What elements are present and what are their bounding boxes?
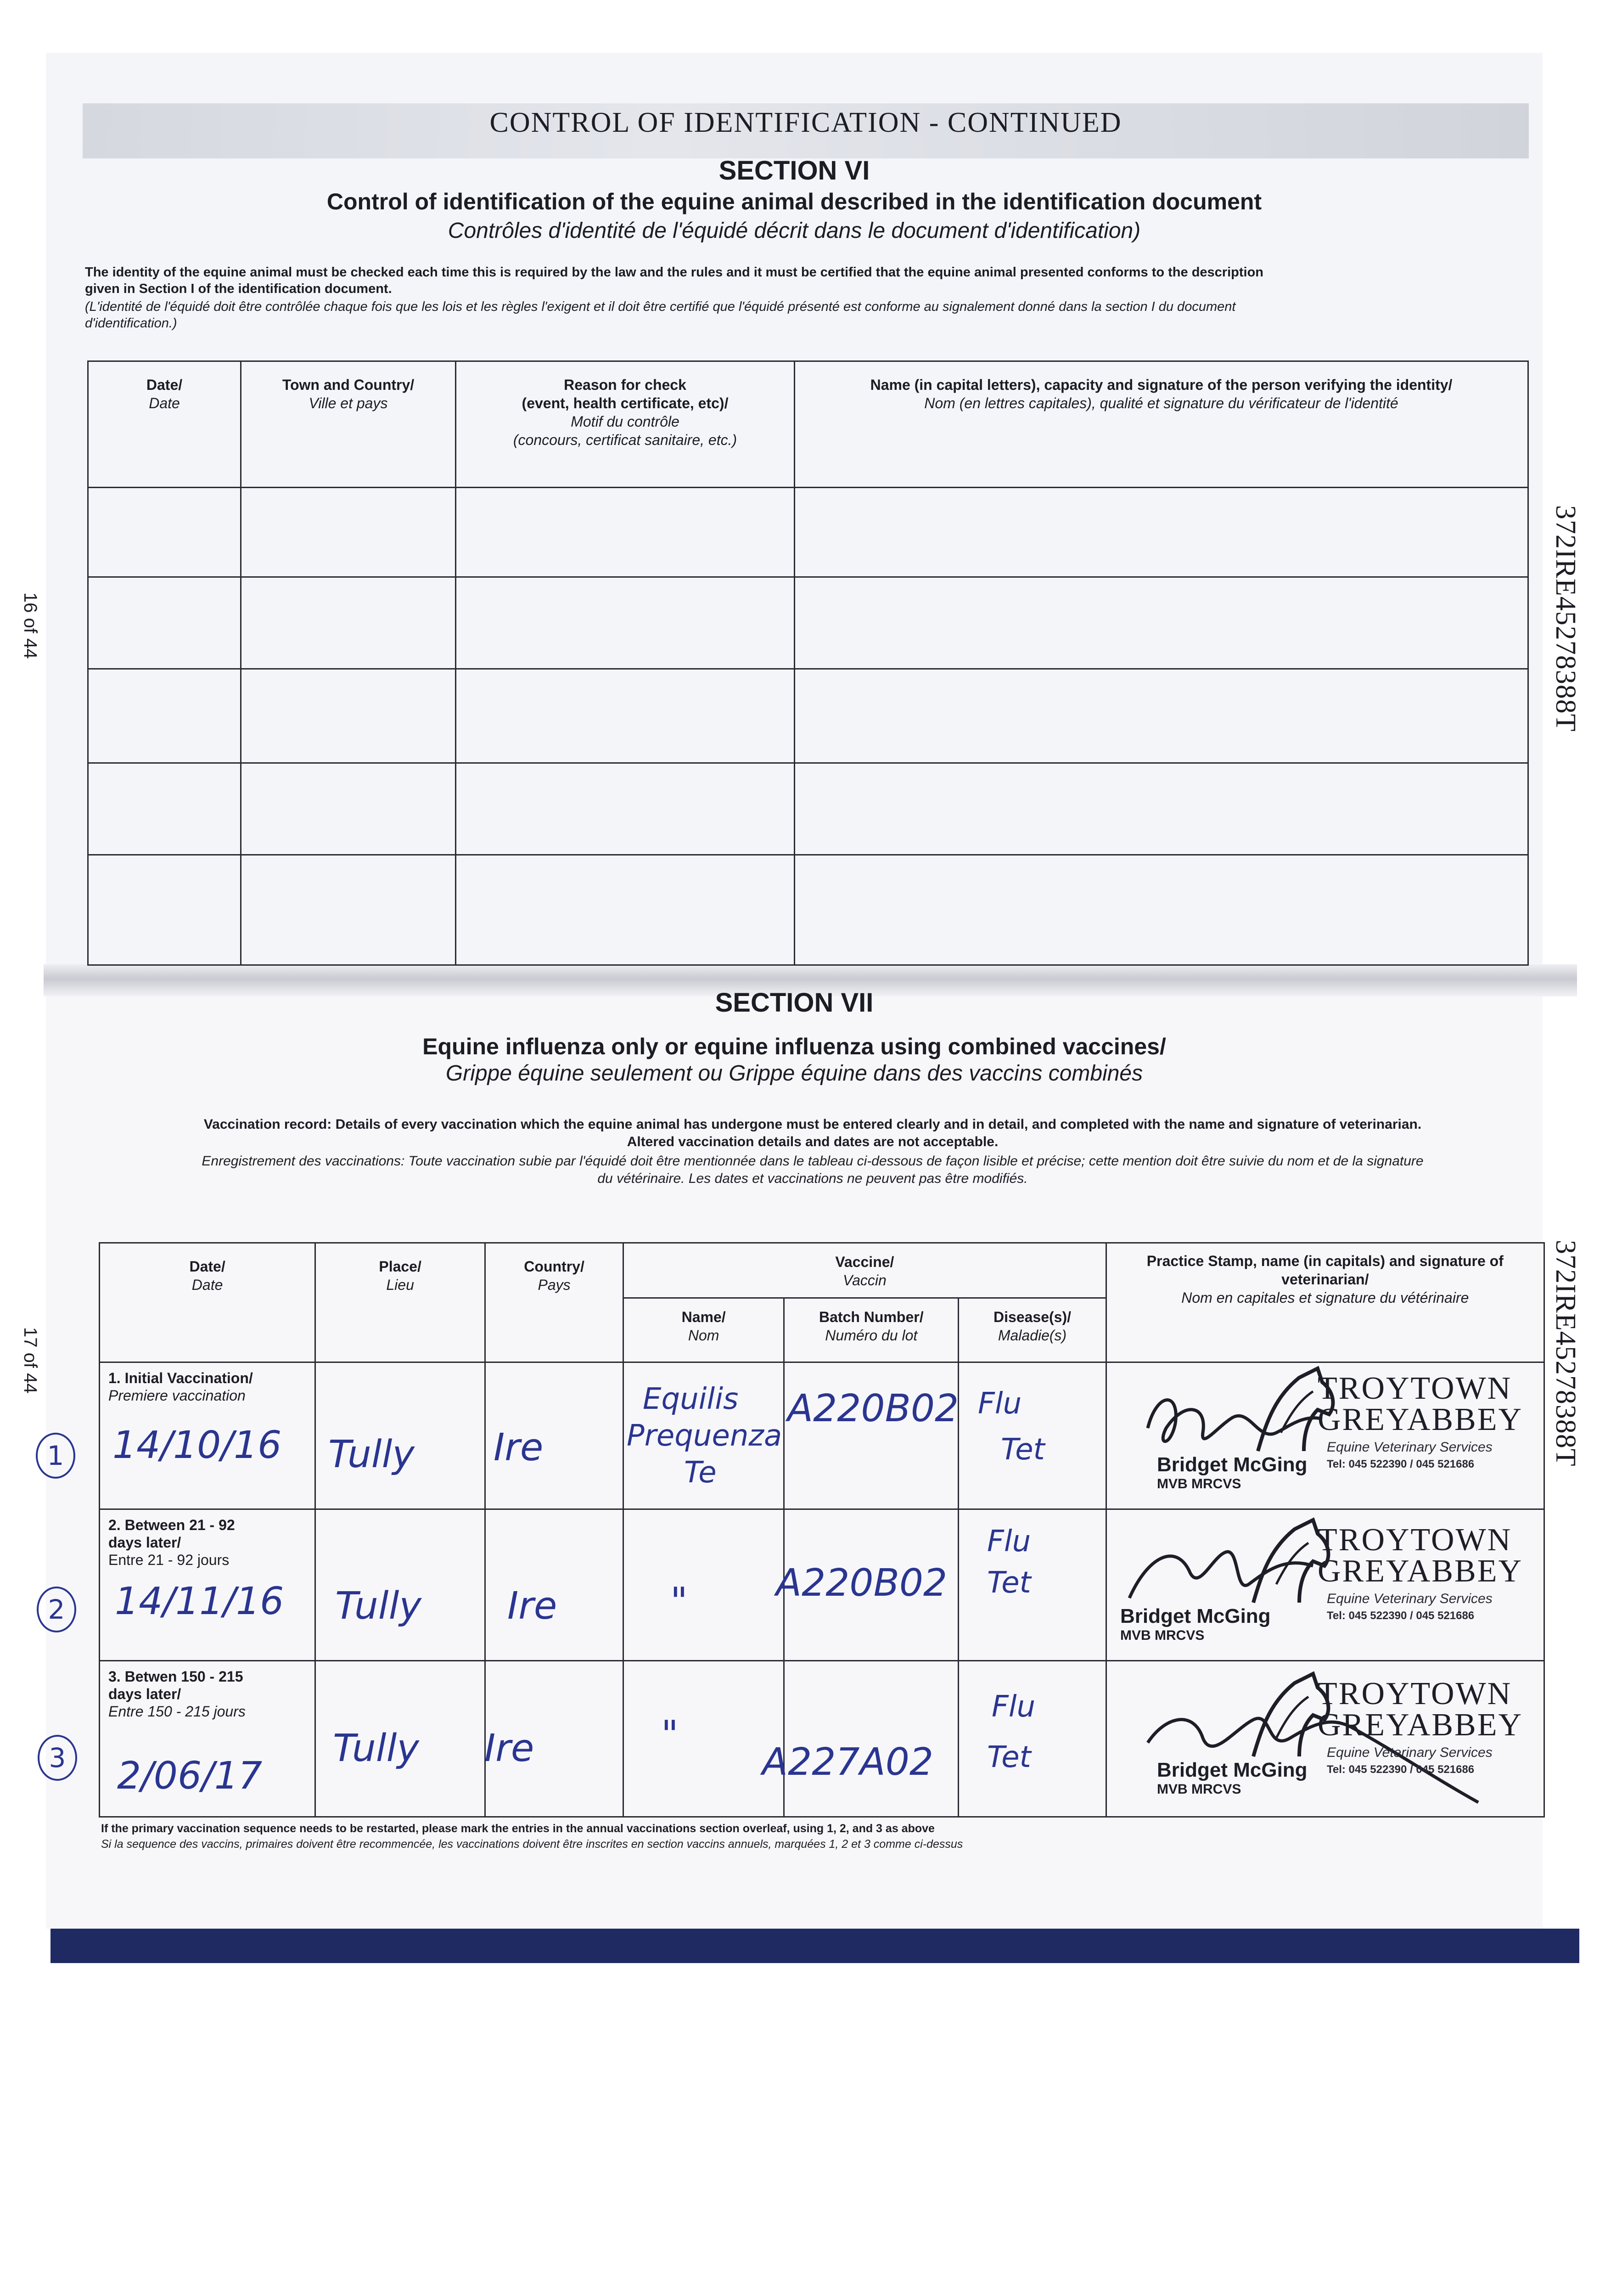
intro-en-line-2: given in Section I of the identification document. [85, 281, 392, 296]
row2-place: Tully [335, 1584, 421, 1628]
intro-fr-line-2: d'identification.) [85, 316, 177, 331]
row2-disease-1: Flu [987, 1525, 1031, 1559]
page-number-16: 16 of 44 [20, 592, 40, 659]
passport-number-bottom: 372IRE45278388T [1550, 1240, 1581, 1467]
signature-icon [1139, 1373, 1331, 1460]
row2-label: 2. Between 21 - 92 days later/ Entre 21 - 92 jours [100, 1509, 315, 1661]
row3-place: Tully [333, 1727, 419, 1770]
page-number-17: 17 of 44 [20, 1327, 40, 1394]
row1-vaccine-name-2: Prequenza [627, 1419, 782, 1453]
row1-disease-1: Flu [978, 1387, 1022, 1421]
stamp-brand: TROYTOWN GREYABBEY [1318, 1371, 1523, 1437]
row1-date: 14/10/16 [112, 1424, 282, 1467]
row1-label: 1. Initial Vaccination/ Premiere vaccination [100, 1362, 315, 1509]
header-vacc-date: Date/ Date [100, 1243, 315, 1362]
row3-batch: A227A02 [762, 1740, 934, 1784]
header-reason: Reason for check (event, health certificate, etc)/ Motif du contrôle (concours, certificat sanitaire, etc.) [456, 361, 795, 488]
stamp-vet-name: Bridget McGing [1157, 1453, 1308, 1476]
practice-stamp-row2 [1111, 1515, 1533, 1653]
row3-date: 2/06/17 [117, 1754, 263, 1798]
stamp-service: Equine Veterinary Services [1327, 1440, 1493, 1455]
row1-place: Tully [328, 1433, 415, 1476]
intro-en-line-1: The identity of the equine animal must be checked each time this is required by the law and the rules and it must be certified that the equine animal presented conforms to the description [85, 265, 1264, 280]
section-vi-label: SECTION VI [718, 156, 870, 186]
row2-batch: A220B02 [776, 1561, 948, 1605]
vaccination-record-fr: Enregistrement des vaccinations: Toute vaccination subie par l'équidé doit être mentionnée dans le tableau ci-dessous de façon lisible et précise; cette mention doit être suivie du nom et de la signature du vétérinaire. Les dates et vaccinations ne peuvent pas être modifiés. [202, 1154, 1424, 1186]
practice-stamp-row1 [1111, 1364, 1533, 1502]
row3-label: 3. Betwen 150 - 215 days later/ Entre 150 - 215 jours [100, 1661, 315, 1817]
row2-country: Ire [507, 1584, 557, 1628]
footnote-en: If the primary vaccination sequence needs to be restarted, please mark the entries in the annual vaccinations section overleaf, using 1, 2, and 3 as above [101, 1822, 935, 1835]
header-date: Date/ Date [88, 361, 241, 488]
header-place: Place/ Lieu [315, 1243, 485, 1362]
row1-disease-2: Tet [1001, 1433, 1045, 1467]
row2-marker: 2 [37, 1587, 76, 1632]
row2-vaccine-name: " [670, 1580, 688, 1623]
header-disease: Disease(s)/ Maladie(s) [959, 1298, 1106, 1362]
passport-number-top: 372IRE45278388T [1550, 505, 1581, 732]
row3-disease-2: Tet [987, 1740, 1031, 1774]
row2-disease-2: Tet [987, 1566, 1031, 1600]
footnote-fr: Si la sequence des vaccins, primaires doivent être recommencée, les vaccinations doivent être inscrites en section vaccins annuels, marquées 1, 2 et 3 comme ci-dessus [101, 1838, 963, 1851]
header-country: Country/ Pays [485, 1243, 623, 1362]
row3-vaccine-name: " [661, 1713, 679, 1756]
row3-disease-1: Flu [992, 1690, 1036, 1724]
stamp-service: Equine Veterinary Services [1327, 1745, 1493, 1760]
row3-country: Ire [484, 1727, 534, 1770]
stamp-phone: Tel: 045 522390 / 045 521686 [1327, 1763, 1475, 1776]
table-row [88, 577, 1528, 669]
identification-check-table [87, 360, 1529, 966]
header-town-country: Town and Country/ Ville et pays [241, 361, 456, 488]
signature-icon [1120, 1529, 1322, 1607]
stamp-brand: TROYTOWN GREYABBEY [1318, 1676, 1523, 1743]
table-row [88, 855, 1528, 965]
banner-title: CONTROL OF IDENTIFICATION - CONTINUED [489, 107, 1122, 138]
vaccination-record-en: Vaccination record: Details of every vaccination which the equine animal has undergone must be entered clearly and in detail, and completed with the name and signature of veterinarian. Altered vaccination details and dates are not acceptable. [203, 1117, 1422, 1149]
table-row [88, 488, 1528, 577]
row2-date: 14/11/16 [115, 1580, 284, 1623]
section-vi-title-fr: Contrôles d'identité de l'équidé décrit dans le document d'identification) [448, 219, 1141, 243]
row3-marker: 3 [38, 1735, 77, 1781]
section-vii-label: SECTION VII [715, 988, 874, 1018]
bottom-band [51, 1929, 1579, 1963]
stamp-vet-name: Bridget McGing [1120, 1605, 1271, 1627]
stamp-qualification: MVB MRCVS [1157, 1476, 1241, 1491]
header-batch-number: Batch Number/ Numéro du lot [784, 1298, 959, 1362]
stamp-phone: Tel: 045 522390 / 045 521686 [1327, 1458, 1475, 1470]
intro-fr-line-1: (L'identité de l'équidé doit être contrôlée chaque fois que les lois et les règles l'exigent et il doit être certifié que l'équidé présenté est conforme au signalement donné dans la section I du document [85, 299, 1236, 314]
header-vaccine-name: Name/ Nom [623, 1298, 784, 1362]
section-vii-title-fr: Grippe équine seulement ou Grippe équine dans des vaccins combinés [445, 1061, 1143, 1086]
row1-vaccine-name-3: Te [684, 1456, 717, 1490]
section-vi-intro-fr [85, 298, 1531, 332]
header-verifier-name: Name (in capital letters), capacity and signature of the person verifying the identity/ Nom (en lettres capitales), qualité et signature du vérificateur de l'identité [795, 361, 1528, 488]
stamp-service: Equine Veterinary Services [1327, 1591, 1493, 1606]
header-vaccine: Vaccine/ Vaccin [623, 1243, 1106, 1298]
table-row [88, 669, 1528, 763]
row1-marker: 1 [36, 1433, 75, 1479]
stamp-qualification: MVB MRCVS [1157, 1782, 1241, 1797]
row1-batch: A220B02 [787, 1387, 959, 1430]
stamp-vet-name: Bridget McGing [1157, 1759, 1308, 1781]
stamp-phone: Tel: 045 522390 / 045 521686 [1327, 1609, 1475, 1622]
row1-vaccine-name-1: Equilis [643, 1382, 739, 1416]
stamp-brand: TROYTOWN GREYABBEY [1318, 1522, 1523, 1589]
row1-country: Ire [494, 1426, 544, 1469]
section-vi-intro [85, 264, 1531, 297]
header-practice-stamp: Practice Stamp, name (in capitals) and signature of veterinarian/ Nom en capitales et signature du vétérinaire [1106, 1243, 1544, 1362]
practice-stamp-row3 [1111, 1669, 1533, 1807]
stamp-qualification: MVB MRCVS [1120, 1628, 1205, 1643]
section-vi-title-en: Control of identification of the equine animal described in the identification document [326, 189, 1262, 214]
table-row [88, 763, 1528, 855]
section-vii-title-en: Equine influenza only or equine influenza using combined vaccines/ [422, 1034, 1166, 1059]
